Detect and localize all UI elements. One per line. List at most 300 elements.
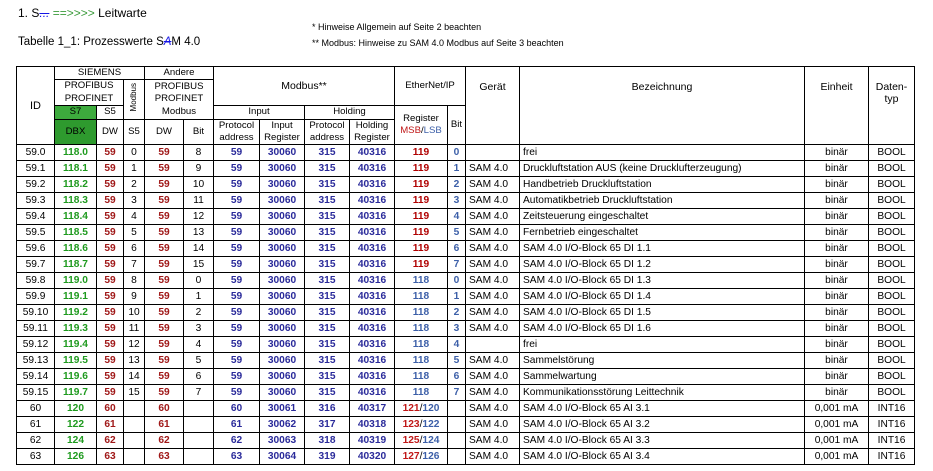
cell-geraet: SAM 4.0: [466, 241, 520, 257]
cell-s7-dbx: 118.5: [55, 225, 97, 241]
table-body: [17, 145, 915, 465]
cell-s5-dw: 59: [97, 225, 124, 241]
cell-einheit: binär: [805, 273, 869, 289]
cell-holding-protocol-address: 315: [305, 225, 350, 241]
cell-ethernet-bit: 4: [448, 337, 466, 353]
cell-s7-dbx: 118.0: [55, 145, 97, 161]
col-siemens-profi: [55, 80, 124, 106]
cell-holding-protocol-address: 316: [305, 401, 350, 417]
cell-datentyp: BOOL: [869, 289, 915, 305]
cell-andere-bit: 13: [184, 225, 214, 241]
msb-lsb-slash: /: [419, 418, 423, 430]
cell-s5-dw: 59: [97, 337, 124, 353]
cell-s5-bit: 5: [124, 225, 145, 241]
cell-s5-bit: 8: [124, 273, 145, 289]
cell-einheit: binär: [805, 257, 869, 273]
col-ethernet-bit: Bit: [448, 106, 466, 145]
msb-lsb-slash: /: [419, 450, 423, 462]
cell-input-register: 30064: [260, 449, 305, 465]
cell-input-protocol-address: 59: [214, 161, 260, 177]
heading-arrow: ==>>>>: [49, 6, 99, 20]
cell-input-register: 30060: [260, 305, 305, 321]
cell-input-protocol-address: 59: [214, 369, 260, 385]
cell-datentyp: BOOL: [869, 385, 915, 401]
ethernet-msb-value: 125: [402, 434, 420, 446]
cell-s5-dw: 59: [97, 177, 124, 193]
cell-s7-dbx: 119.2: [55, 305, 97, 321]
row-id: 59.2: [17, 177, 55, 193]
cell-einheit: 0,001 mA: [805, 449, 869, 465]
cell-holding-register: 40316: [350, 353, 395, 369]
cell-input-register: 30061: [260, 401, 305, 417]
register-label-2: Register: [354, 132, 390, 144]
cell-input-register: 30060: [260, 289, 305, 305]
cell-einheit: binär: [805, 241, 869, 257]
cell-datentyp: BOOL: [869, 225, 915, 241]
row-id: 59.9: [17, 289, 55, 305]
cell-s7-dbx: 118.6: [55, 241, 97, 257]
table-title-suffix: M 4.0: [171, 36, 201, 48]
cell-holding-register: 40316: [350, 209, 395, 225]
row-id: 59.10: [17, 305, 55, 321]
cell-holding-protocol-address: 315: [305, 209, 350, 225]
cell-holding-register: 40316: [350, 177, 395, 193]
cell-s5-bit: 2: [124, 177, 145, 193]
cell-s5-bit: 14: [124, 369, 145, 385]
table-row: [17, 273, 915, 289]
cell-ethernet-bit: 2: [448, 305, 466, 321]
cell-andere-bit: [184, 449, 214, 465]
cell-bezeichnung: Sammelstörung: [520, 353, 805, 369]
ethernet-register-value: 118: [412, 290, 430, 302]
row-id: 59.4: [17, 209, 55, 225]
cell-bezeichnung: Kommunikationsstörung Leittechnik: [520, 385, 805, 401]
cell-s5-dw: 59: [97, 193, 124, 209]
cell-ethernet-bit: 6: [448, 369, 466, 385]
table-row: [17, 305, 915, 321]
ethernet-register-value: 119: [412, 226, 430, 238]
register-label: Register: [264, 132, 300, 144]
cell-ethernet-bit: 1: [448, 289, 466, 305]
cell-datentyp: INT16: [869, 417, 915, 433]
cell-input-protocol-address: 59: [214, 225, 260, 241]
profinet-label: PROFINET: [64, 92, 114, 104]
cell-ethernet-register: [395, 449, 448, 465]
table-row: [17, 321, 915, 337]
cell-input-protocol-address: 59: [214, 177, 260, 193]
table-row: [17, 145, 915, 161]
cell-s5-bit: 11: [124, 321, 145, 337]
cell-geraet: SAM 4.0: [466, 417, 520, 433]
cell-geraet: SAM 4.0: [466, 193, 520, 209]
cell-ethernet-register: [395, 289, 448, 305]
cell-input-register: 30060: [260, 257, 305, 273]
cell-s7-dbx: 118.4: [55, 209, 97, 225]
cell-bezeichnung: frei: [520, 145, 805, 161]
cell-datentyp: BOOL: [869, 305, 915, 321]
col-holding-address: [305, 119, 350, 145]
col-s5: S5: [97, 106, 124, 119]
cell-s5-dw: 59: [97, 353, 124, 369]
ethernet-register-value: 119: [412, 146, 430, 158]
msb-label: MSB: [400, 125, 421, 137]
cell-s5-bit: 3: [124, 193, 145, 209]
cell-holding-protocol-address: 315: [305, 193, 350, 209]
andere-modbus: Modbus: [161, 105, 197, 117]
table-row: [17, 401, 915, 417]
table-header: [17, 67, 915, 145]
cell-s5-bit: 15: [124, 385, 145, 401]
cell-ethernet-register: [395, 257, 448, 273]
cell-ethernet-bit: [448, 433, 466, 449]
cell-ethernet-bit: [448, 417, 466, 433]
cell-geraet: SAM 4.0: [466, 449, 520, 465]
col-siemens-modbus: [124, 80, 145, 119]
cell-holding-register: 40316: [350, 289, 395, 305]
cell-s5-bit: [124, 417, 145, 433]
table-title-prefix: Tabelle 1_1: Prozesswerte S: [18, 36, 164, 48]
cell-andere-bit: 6: [184, 369, 214, 385]
cell-einheit: 0,001 mA: [805, 417, 869, 433]
cell-datentyp: BOOL: [869, 241, 915, 257]
cell-input-register: 30063: [260, 433, 305, 449]
cell-input-register: 30060: [260, 385, 305, 401]
row-id: 59.0: [17, 145, 55, 161]
cell-input-register: 30060: [260, 321, 305, 337]
cell-bezeichnung: Handbetrieb Druckluftstation: [520, 177, 805, 193]
cell-input-protocol-address: 59: [214, 353, 260, 369]
col-datentyp: [869, 67, 915, 145]
cell-bezeichnung: SAM 4.0 I/O-Block 65 AI 3.4: [520, 449, 805, 465]
cell-input-register: 30062: [260, 417, 305, 433]
cell-andere-dw: 59: [145, 161, 184, 177]
cell-andere-dw: 62: [145, 433, 184, 449]
redacted-mark: ...: [39, 6, 50, 20]
col-dw: DW: [97, 119, 124, 145]
cell-ethernet-bit: 4: [448, 209, 466, 225]
cell-holding-register: 40316: [350, 225, 395, 241]
cell-geraet: SAM 4.0: [466, 401, 520, 417]
protocol-label: Protocol: [218, 119, 255, 131]
cell-datentyp: INT16: [869, 433, 915, 449]
cell-input-protocol-address: 59: [214, 305, 260, 321]
cell-bezeichnung: SAM 4.0 I/O-Block 65 AI 3.3: [520, 433, 805, 449]
col-input-register: [260, 119, 305, 145]
ethernet-msb-value: 127: [402, 450, 420, 462]
cell-andere-bit: 12: [184, 209, 214, 225]
cell-holding-register: 40316: [350, 385, 395, 401]
col-einheit: Einheit: [805, 67, 869, 145]
cell-s5-dw: 59: [97, 369, 124, 385]
cell-s5-bit: 9: [124, 289, 145, 305]
cell-ethernet-register: [395, 177, 448, 193]
cell-ethernet-bit: 5: [448, 225, 466, 241]
cell-input-protocol-address: 59: [214, 145, 260, 161]
ethernet-lsb-value: 122: [422, 418, 440, 430]
cell-einheit: binär: [805, 369, 869, 385]
cell-holding-protocol-address: 315: [305, 257, 350, 273]
cell-input-protocol-address: 59: [214, 193, 260, 209]
heading-number: 1. S: [18, 6, 40, 20]
cell-andere-bit: 11: [184, 193, 214, 209]
cell-s5-dw: 59: [97, 305, 124, 321]
cell-holding-register: 40316: [350, 321, 395, 337]
table-row: [17, 449, 915, 465]
cell-s7-dbx: 118.1: [55, 161, 97, 177]
cell-geraet: SAM 4.0: [466, 305, 520, 321]
cell-einheit: binär: [805, 177, 869, 193]
cell-andere-dw: 59: [145, 385, 184, 401]
cell-input-protocol-address: 59: [214, 241, 260, 257]
cell-s7-dbx: 120: [55, 401, 97, 417]
cell-andere-dw: 59: [145, 225, 184, 241]
col-input-address: [214, 119, 260, 145]
cell-holding-register: 40316: [350, 161, 395, 177]
table-row: [17, 193, 915, 209]
cell-einheit: binär: [805, 193, 869, 209]
cell-andere-bit: 10: [184, 177, 214, 193]
cell-holding-protocol-address: 315: [305, 385, 350, 401]
cell-ethernet-bit: 3: [448, 321, 466, 337]
col-andere-dw: DW: [145, 119, 184, 145]
ethernet-register-value: 118: [412, 306, 430, 318]
cell-input-register: 30060: [260, 273, 305, 289]
table-title: [18, 36, 200, 48]
cell-s5-dw: 59: [97, 257, 124, 273]
cell-holding-protocol-address: 317: [305, 417, 350, 433]
cell-andere-bit: 3: [184, 321, 214, 337]
ethernet-lsb-value: 120: [422, 402, 440, 414]
cell-s5-bit: 10: [124, 305, 145, 321]
cell-input-protocol-address: 63: [214, 449, 260, 465]
cell-ethernet-register: [395, 337, 448, 353]
cell-ethernet-register: [395, 321, 448, 337]
cell-s5-bit: 7: [124, 257, 145, 273]
cell-bezeichnung: SAM 4.0 I/O-Block 65 DI 1.4: [520, 289, 805, 305]
cell-s5-dw: 59: [97, 385, 124, 401]
cell-geraet: SAM 4.0: [466, 433, 520, 449]
ethernet-register-label: Register: [403, 112, 439, 124]
cell-bezeichnung: SAM 4.0 I/O-Block 65 DI 1.3: [520, 273, 805, 289]
cell-input-register: 30060: [260, 193, 305, 209]
ethernet-register-value: 118: [412, 322, 430, 334]
table-row: [17, 177, 915, 193]
row-id: 59.6: [17, 241, 55, 257]
cell-holding-register: 40316: [350, 273, 395, 289]
cell-ethernet-register: [395, 273, 448, 289]
cell-einheit: binär: [805, 225, 869, 241]
cell-andere-dw: 59: [145, 177, 184, 193]
cell-s7-dbx: 119.0: [55, 273, 97, 289]
row-id: 59.3: [17, 193, 55, 209]
cell-andere-dw: 59: [145, 209, 184, 225]
cell-s5-bit: [124, 433, 145, 449]
note-general: * Hinweise Allgemein auf Seite 2 beachten: [312, 22, 482, 32]
table-row: [17, 369, 915, 385]
table-row: [17, 417, 915, 433]
cell-s7-dbx: 118.2: [55, 177, 97, 193]
cell-bezeichnung: SAM 4.0 I/O-Block 65 DI 1.6: [520, 321, 805, 337]
cell-ethernet-bit: 0: [448, 273, 466, 289]
cell-s5-dw: 59: [97, 209, 124, 225]
ethernet-register-value: 119: [412, 178, 430, 190]
cell-andere-dw: 59: [145, 241, 184, 257]
cell-ethernet-register: [395, 241, 448, 257]
cell-holding-protocol-address: 315: [305, 177, 350, 193]
ethernet-register-value: 118: [412, 354, 430, 366]
redacted-mark: A: [163, 36, 172, 48]
table-row: [17, 289, 915, 305]
cell-einheit: binär: [805, 145, 869, 161]
cell-s7-dbx: 119.7: [55, 385, 97, 401]
cell-andere-dw: 59: [145, 257, 184, 273]
cell-s5-bit: 4: [124, 209, 145, 225]
cell-bezeichnung: SAM 4.0 I/O-Block 65 DI 1.2: [520, 257, 805, 273]
col-andere-bit: Bit: [184, 119, 214, 145]
col-andere: Andere: [145, 67, 214, 80]
cell-ethernet-bit: 6: [448, 241, 466, 257]
cell-input-register: 30060: [260, 241, 305, 257]
ethernet-lsb-value: 124: [422, 434, 440, 446]
col-geraet: Gerät: [466, 67, 520, 145]
cell-holding-register: 40316: [350, 241, 395, 257]
cell-s7-dbx: 119.3: [55, 321, 97, 337]
cell-ethernet-bit: [448, 449, 466, 465]
cell-andere-bit: 8: [184, 145, 214, 161]
msb-lsb-slash: /: [420, 125, 424, 137]
cell-holding-protocol-address: 315: [305, 353, 350, 369]
cell-ethernet-bit: 0: [448, 145, 466, 161]
cell-datentyp: INT16: [869, 401, 915, 417]
cell-andere-bit: [184, 417, 214, 433]
cell-s5-bit: 12: [124, 337, 145, 353]
ethernet-register-value: 118: [412, 370, 430, 382]
cell-holding-register: 40316: [350, 305, 395, 321]
cell-andere-bit: [184, 433, 214, 449]
cell-andere-dw: 59: [145, 353, 184, 369]
cell-s5-dw: 62: [97, 433, 124, 449]
cell-datentyp: BOOL: [869, 209, 915, 225]
cell-holding-protocol-address: 315: [305, 369, 350, 385]
cell-bezeichnung: SAM 4.0 I/O-Block 65 DI 1.5: [520, 305, 805, 321]
cell-bezeichnung: Zeitsteuerung eingeschaltet: [520, 209, 805, 225]
cell-datentyp: INT16: [869, 449, 915, 465]
msb-lsb-slash: /: [419, 402, 423, 414]
cell-s7-dbx: 118.3: [55, 193, 97, 209]
row-id: 61: [17, 417, 55, 433]
cell-ethernet-register: [395, 353, 448, 369]
cell-s5-bit: [124, 401, 145, 417]
cell-input-protocol-address: 59: [214, 209, 260, 225]
cell-ethernet-bit: [448, 401, 466, 417]
cell-input-protocol-address: 59: [214, 289, 260, 305]
cell-holding-register: 40320: [350, 449, 395, 465]
cell-einheit: binär: [805, 353, 869, 369]
cell-input-protocol-address: 61: [214, 417, 260, 433]
cell-andere-bit: 9: [184, 161, 214, 177]
cell-ethernet-register: [395, 401, 448, 417]
cell-holding-protocol-address: 315: [305, 241, 350, 257]
cell-geraet: SAM 4.0: [466, 321, 520, 337]
cell-holding-protocol-address: 315: [305, 289, 350, 305]
ethernet-register-value: 118: [412, 274, 430, 286]
cell-s5-dw: 60: [97, 401, 124, 417]
row-id: 59.5: [17, 225, 55, 241]
datentyp-line2: typ: [884, 93, 899, 106]
cell-bezeichnung: SAM 4.0 I/O-Block 65 AI 3.1: [520, 401, 805, 417]
row-id: 59.15: [17, 385, 55, 401]
cell-ethernet-register: [395, 209, 448, 225]
cell-bezeichnung: Sammelwartung: [520, 369, 805, 385]
col-id: ID: [17, 67, 55, 145]
cell-s5-bit: 1: [124, 161, 145, 177]
lsb-label: LSB: [423, 125, 442, 137]
cell-holding-register: 40316: [350, 369, 395, 385]
heading-title: Leitwarte: [98, 6, 147, 20]
cell-holding-protocol-address: 315: [305, 145, 350, 161]
cell-ethernet-register: [395, 145, 448, 161]
cell-datentyp: BOOL: [869, 257, 915, 273]
row-id: 62: [17, 433, 55, 449]
table-row: [17, 433, 915, 449]
address-label: address: [219, 132, 254, 144]
cell-s5-bit: 13: [124, 353, 145, 369]
cell-andere-bit: [184, 401, 214, 417]
cell-ethernet-register: [395, 193, 448, 209]
cell-datentyp: BOOL: [869, 193, 915, 209]
cell-s5-bit: 0: [124, 145, 145, 161]
ethernet-register-value: 119: [412, 242, 430, 254]
cell-andere-bit: 15: [184, 257, 214, 273]
row-id: 59.1: [17, 161, 55, 177]
ethernet-register-value: 119: [412, 210, 430, 222]
cell-einheit: binär: [805, 161, 869, 177]
cell-holding-protocol-address: 315: [305, 305, 350, 321]
cell-s5-dw: 59: [97, 273, 124, 289]
cell-ethernet-bit: 7: [448, 257, 466, 273]
col-ethernet-register: [395, 106, 448, 145]
cell-input-register: 30060: [260, 337, 305, 353]
cell-andere-dw: 61: [145, 417, 184, 433]
cell-ethernet-bit: 2: [448, 177, 466, 193]
cell-input-protocol-address: 59: [214, 321, 260, 337]
ethernet-register-value: 118: [412, 386, 430, 398]
cell-datentyp: BOOL: [869, 145, 915, 161]
cell-bezeichnung: Automatikbetrieb Druckluftstation: [520, 193, 805, 209]
ethernet-lsb-value: 126: [422, 450, 440, 462]
row-id: 59.11: [17, 321, 55, 337]
cell-ethernet-bit: 7: [448, 385, 466, 401]
cell-input-protocol-address: 59: [214, 273, 260, 289]
cell-geraet: [466, 145, 520, 161]
cell-geraet: SAM 4.0: [466, 369, 520, 385]
col-modbus-input: Input: [214, 106, 305, 119]
cell-s7-dbx: 118.7: [55, 257, 97, 273]
cell-s5-bit: [124, 449, 145, 465]
cell-input-register: 30060: [260, 209, 305, 225]
cell-s5-dw: 59: [97, 289, 124, 305]
cell-datentyp: BOOL: [869, 369, 915, 385]
cell-andere-bit: 1: [184, 289, 214, 305]
col-modbus-holding: Holding: [305, 106, 395, 119]
andere-profibus: PROFIBUS: [154, 80, 204, 92]
cell-s7-dbx: 119.4: [55, 337, 97, 353]
row-id: 59.13: [17, 353, 55, 369]
cell-holding-register: 40316: [350, 337, 395, 353]
cell-andere-dw: 59: [145, 305, 184, 321]
cell-datentyp: BOOL: [869, 353, 915, 369]
cell-geraet: SAM 4.0: [466, 289, 520, 305]
